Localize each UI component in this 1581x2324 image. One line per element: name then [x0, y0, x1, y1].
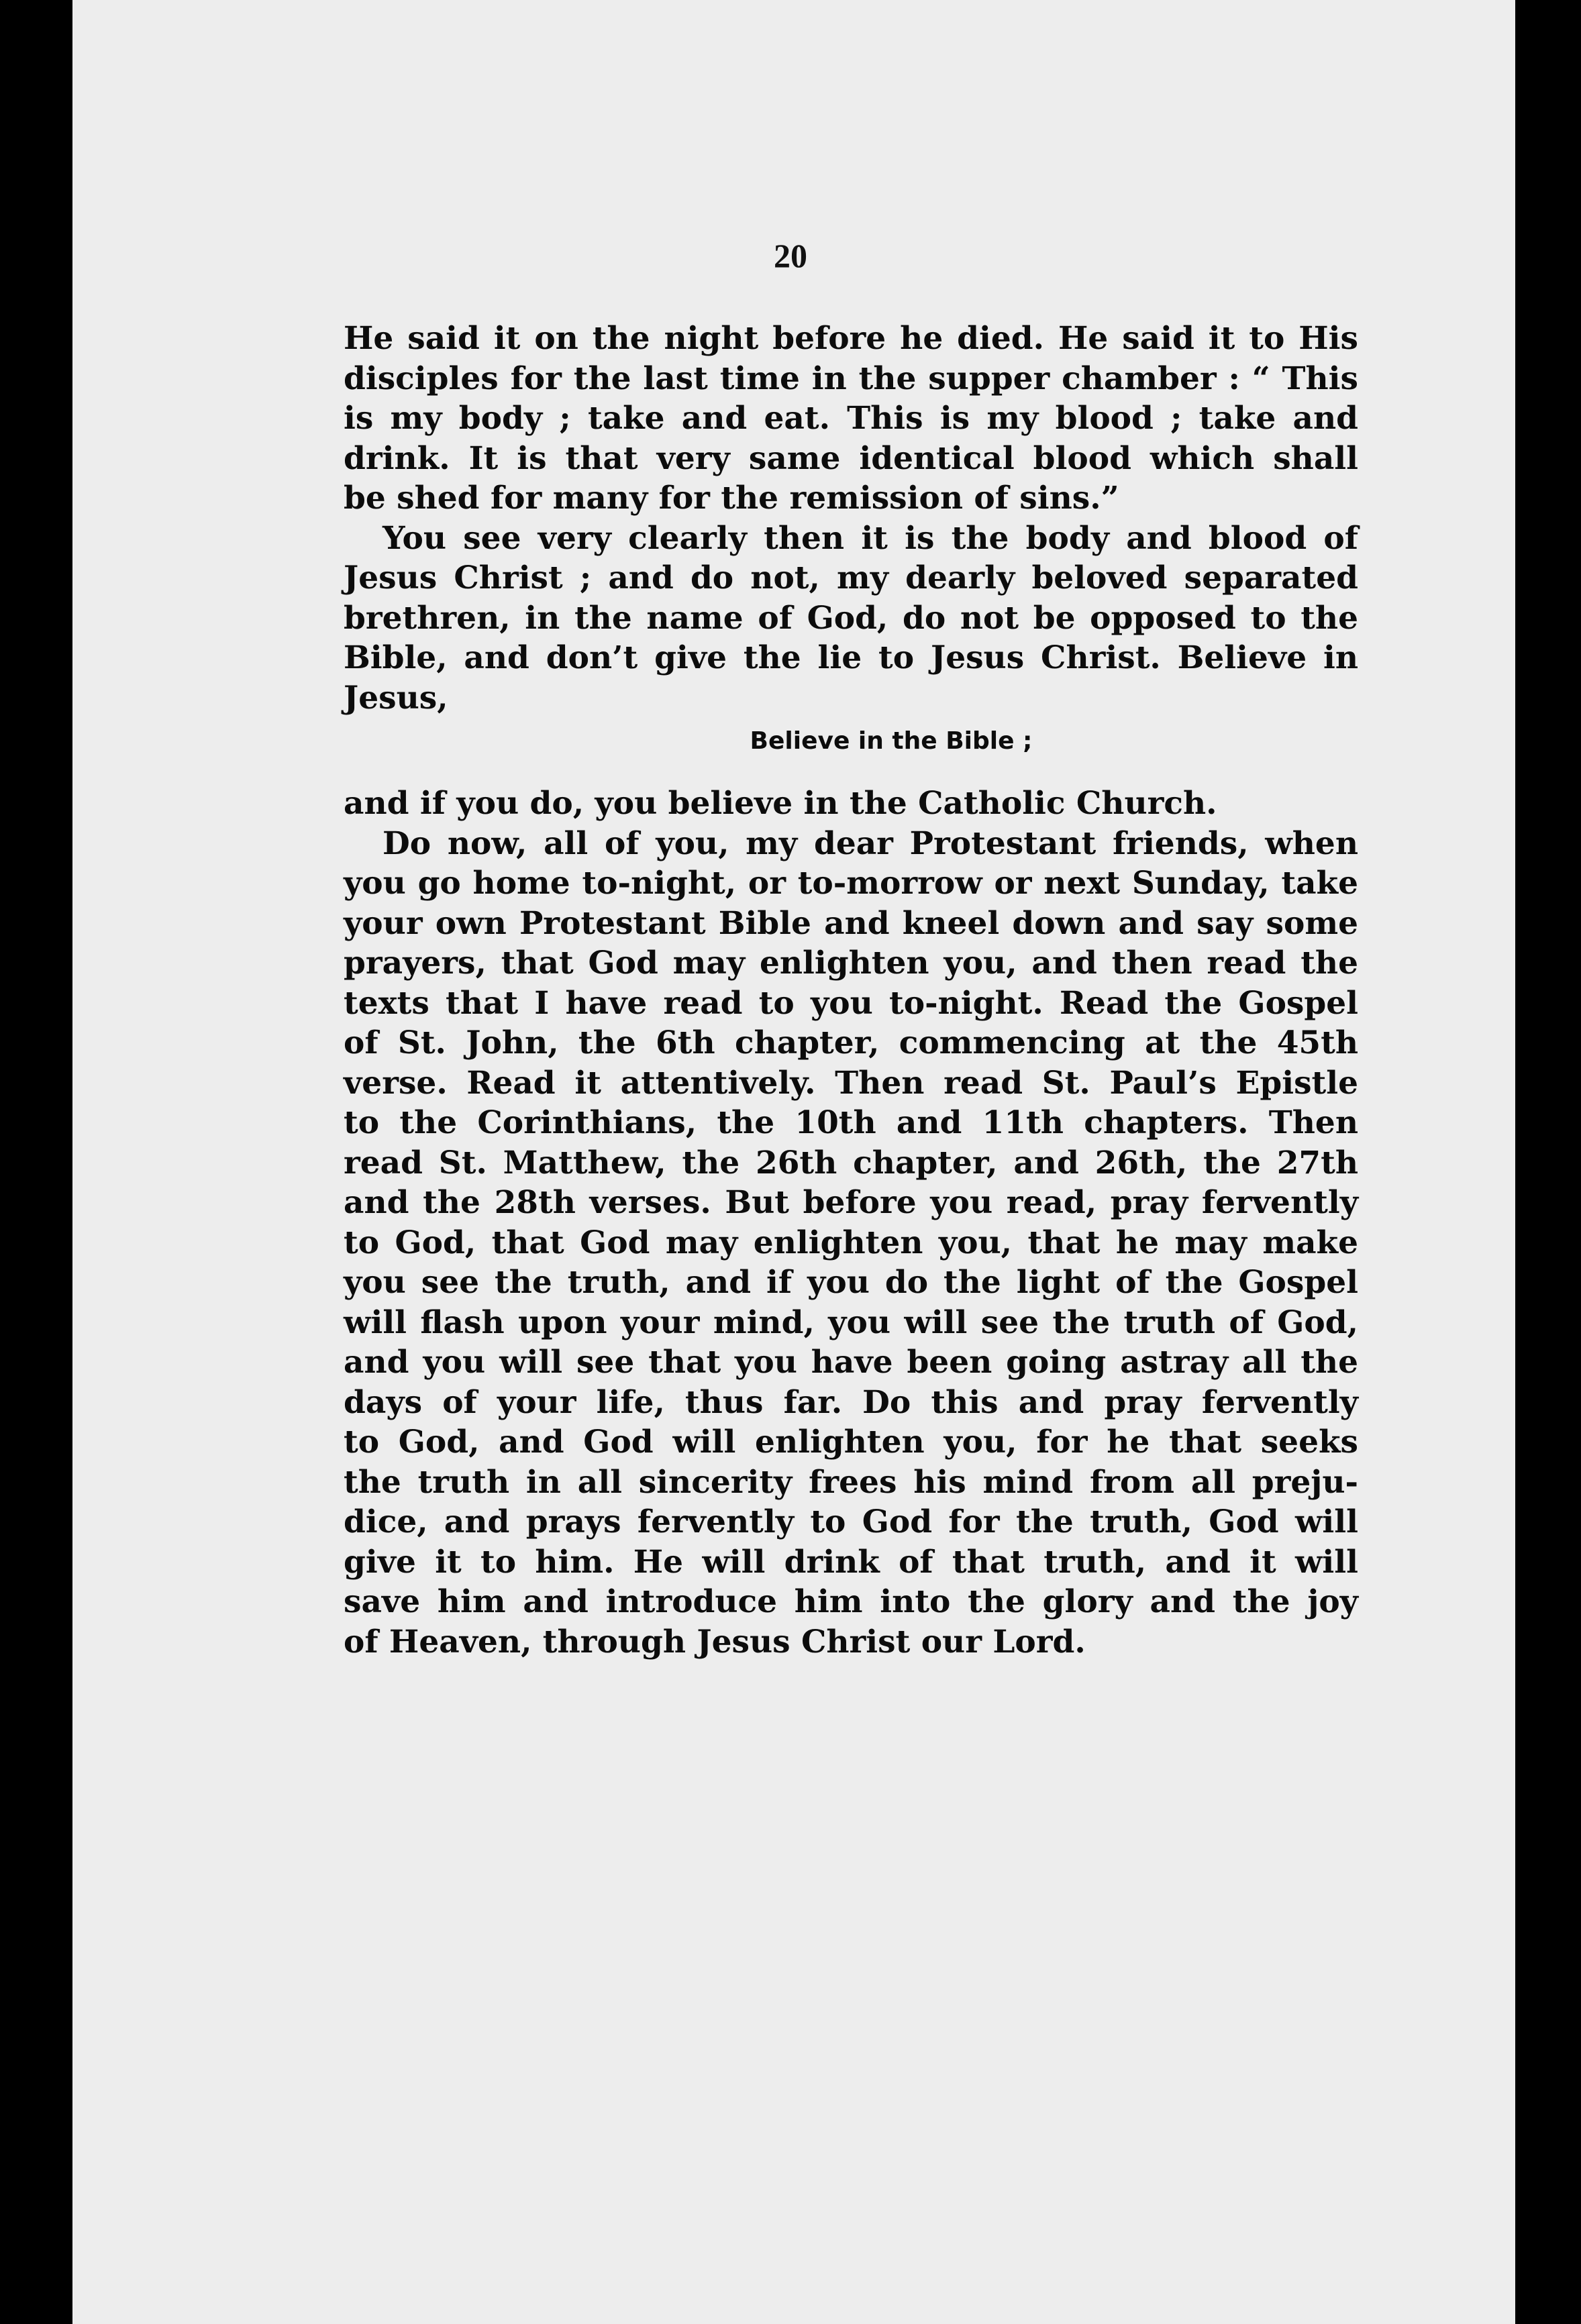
- text-line: dice, and prays fervently to God for the truth, God will: [344, 1503, 1358, 1540]
- text-line: to God, that God may enlighten you, that he may make: [344, 1224, 1358, 1261]
- body-text: [344, 319, 1358, 1662]
- text-line: save him and introduce him into the glory and the joy: [344, 1583, 1358, 1620]
- text-line: disciples for the last time in the supper chamber : “ This: [344, 360, 1358, 397]
- text-line: of Heaven, through Jesus Christ our Lord.: [344, 1623, 1086, 1660]
- text-line: you go home to-night, or to-morrow or next Sunday, take: [344, 865, 1358, 902]
- text-line: days of your life, thus far. Do this and pray fervently: [344, 1383, 1358, 1421]
- text-line: be shed for many for the remission of sins.”: [344, 480, 1119, 517]
- text-line: of St. John, the 6th chapter, commencing at the 45th: [344, 1024, 1358, 1061]
- text-line: He said it on the night before he died. He said it to His: [344, 320, 1358, 357]
- text-line: the truth in all sincerity frees his mind from all preju-: [344, 1463, 1358, 1501]
- text-line: will flash upon your mind, you will see the truth of God,: [344, 1304, 1358, 1341]
- text-line: texts that I have read to you to-night. Read the Gospel: [344, 984, 1358, 1022]
- page-number: 20: [774, 237, 807, 274]
- text-line: and if you do, you believe in the Catholic Church.: [344, 785, 1217, 822]
- text-line: and the 28th verses. But before you read, pray fervently: [344, 1184, 1358, 1221]
- text-line: drink. It is that very same identical blood which shall: [344, 439, 1358, 477]
- text-line: your own Protestant Bible and kneel down and say some: [344, 904, 1358, 942]
- section-heading: Believe in the Bible ;: [750, 727, 1033, 755]
- text-line: you see the truth, and if you do the light of the Gospel: [344, 1264, 1358, 1301]
- scan-border-right: [1515, 0, 1581, 2324]
- text-line: Jesus,: [344, 679, 448, 717]
- text-line: and you will see that you have been going astray all the: [344, 1344, 1358, 1381]
- spacer: [344, 765, 1358, 784]
- text-line: verse. Read it attentively. Then read St. Paul’s Epistle: [344, 1064, 1358, 1102]
- text-line: prayers, that God may enlighten you, and then read the: [344, 945, 1358, 982]
- text-line: brethren, in the name of God, do not be opposed to the: [344, 599, 1358, 637]
- scan-border-left: [0, 0, 72, 2324]
- text-line: is my body ; take and eat. This is my blood ; take and: [344, 400, 1358, 437]
- text-line: give it to him. He will drink of that truth, and it will: [344, 1543, 1358, 1581]
- text-line: Do now, all of you, my dear Protestant friends, when: [382, 825, 1358, 862]
- text-line: Bible, and don’t give the lie to Jesus Christ. Believe in: [344, 639, 1358, 676]
- text-line: read St. Matthew, the 26th chapter, and 26th, the 27th: [344, 1144, 1358, 1181]
- text-line: to the Corinthians, the 10th and 11th chapters. Then: [344, 1104, 1358, 1141]
- text-line: to God, and God will enlighten you, for he that seeks: [344, 1424, 1358, 1461]
- text-line: Jesus Christ ; and do not, my dearly beloved separated: [344, 560, 1358, 596]
- text-line: You see very clearly then it is the body and blood of: [382, 519, 1358, 557]
